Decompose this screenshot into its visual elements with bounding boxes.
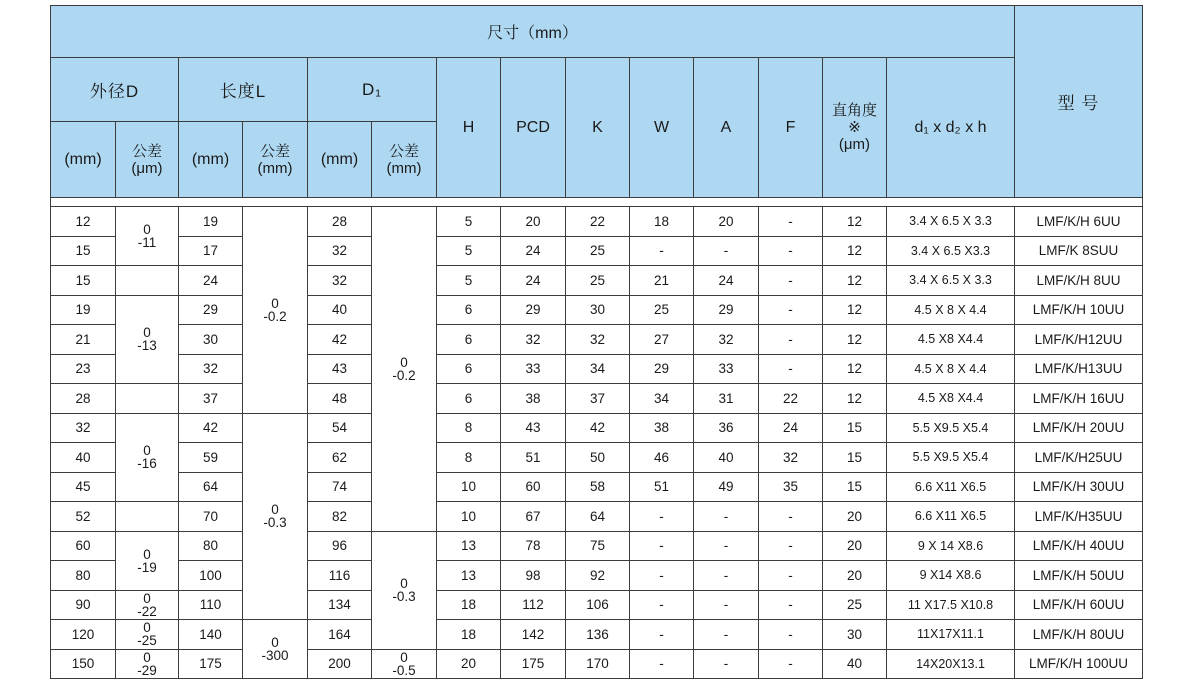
perp-unit: (μm) [838, 136, 871, 153]
perp-mark: ※ [848, 119, 861, 136]
k-cell: 30 [566, 295, 630, 325]
a-cell: - [694, 590, 759, 620]
length-cell: 59 [179, 443, 243, 473]
k-header: K [566, 58, 630, 198]
d1-header: D₁ [308, 58, 437, 122]
tol-upper: 0 [143, 546, 151, 562]
d-tolerance-cell [116, 502, 179, 532]
hole-dims-cell: 5.5 X9.5 X5.4 [887, 443, 1015, 473]
pcd-cell: 20 [501, 207, 566, 237]
perpendicularity-cell: 12 [823, 354, 887, 384]
a-cell: - [694, 236, 759, 266]
a-cell: - [694, 531, 759, 561]
f-cell: - [759, 354, 823, 384]
w-cell: 18 [630, 207, 694, 237]
h-cell: 13 [437, 531, 501, 561]
tol-upper: 0 [143, 620, 151, 636]
model-cell: LMF/K/H 80UU [1015, 620, 1143, 650]
length-cell: 80 [179, 531, 243, 561]
tol-unit: (mm) [386, 159, 422, 177]
model-cell: LMF/K/H 10UU [1015, 295, 1143, 325]
perpendicularity-cell: 20 [823, 561, 887, 591]
pcd-cell: 29 [501, 295, 566, 325]
length-cell: 64 [179, 472, 243, 502]
k-cell: 34 [566, 354, 630, 384]
length-cell: 32 [179, 354, 243, 384]
d1-cell: 32 [308, 236, 372, 266]
hole-dims-cell: 6.6 X11 X6.5 [887, 472, 1015, 502]
h-cell: 18 [437, 590, 501, 620]
w-cell: - [630, 620, 694, 650]
size-header: 尺寸（mm） [51, 6, 1015, 58]
k-cell: 58 [566, 472, 630, 502]
outer-diameter-cell: 15 [51, 236, 116, 266]
hole-dims-cell: 14X20X13.1 [887, 649, 1015, 679]
d-tolerance-cell [116, 384, 179, 414]
k-cell: 50 [566, 443, 630, 473]
table-row [51, 620, 1143, 650]
d-tolerance-cell [116, 649, 179, 679]
model-cell: LMF/K 8SUU [1015, 236, 1143, 266]
tol-upper: 0 [143, 325, 151, 341]
tol-unit: (mm) [257, 159, 293, 177]
h-cell: 8 [437, 443, 501, 473]
perpendicularity-cell: 12 [823, 236, 887, 266]
d1-tolerance-cell [372, 649, 437, 679]
perpendicularity-cell: 15 [823, 472, 887, 502]
h-cell: 18 [437, 620, 501, 650]
length-cell: 17 [179, 236, 243, 266]
pcd-cell: 38 [501, 384, 566, 414]
perpendicularity-cell: 12 [823, 384, 887, 414]
tol-lower: -29 [137, 662, 157, 678]
tol-upper: 0 [400, 649, 408, 665]
perpendicularity-cell: 20 [823, 531, 887, 561]
tol-label: 公差 [388, 142, 419, 160]
f-cell: - [759, 295, 823, 325]
model-cell: LMF/K/H12UU [1015, 325, 1143, 355]
d-tolerance-cell [116, 590, 179, 620]
pcd-cell: 112 [501, 590, 566, 620]
model-cell: LMF/K/H 8UU [1015, 266, 1143, 296]
pcd-cell: 175 [501, 649, 566, 679]
tol-lower: -0.3 [392, 589, 416, 604]
d1-cell: 43 [308, 354, 372, 384]
hole-dims-header: d₁ x d₂ x h [887, 58, 1015, 198]
tol-lower: -0.2 [392, 367, 416, 383]
tol-lower: -0.3 [263, 515, 287, 531]
d1-cell: 28 [308, 207, 372, 237]
w-cell: - [630, 236, 694, 266]
outer-diameter-cell: 60 [51, 531, 116, 561]
perpendicularity-cell: 15 [823, 413, 887, 443]
table-row [51, 649, 1143, 679]
l-mm-header: (mm) [179, 122, 243, 198]
f-header: F [759, 58, 823, 198]
k-cell: 170 [566, 649, 630, 679]
h-cell: 6 [437, 325, 501, 355]
h-cell: 6 [437, 384, 501, 414]
l-tolerance-cell [243, 620, 308, 679]
model-cell: LMF/K/H 6UU [1015, 207, 1143, 237]
tol-upper: 0 [143, 590, 151, 606]
table-body [51, 198, 1143, 679]
perpendicularity-header [823, 58, 887, 198]
d1-mm-header: (mm) [308, 122, 372, 198]
tol-lower: -0.2 [263, 308, 287, 324]
perpendicularity-cell: 15 [823, 443, 887, 473]
w-cell: 38 [630, 413, 694, 443]
d1-tol-header [372, 122, 437, 198]
k-cell: 22 [566, 207, 630, 237]
pcd-cell: 32 [501, 325, 566, 355]
w-cell: 46 [630, 443, 694, 473]
f-cell: - [759, 266, 823, 296]
hole-dims-cell: 9 X14 X8.6 [887, 561, 1015, 591]
pcd-cell: 78 [501, 531, 566, 561]
d1-cell: 96 [308, 531, 372, 561]
k-cell: 136 [566, 620, 630, 650]
d1-cell: 48 [308, 384, 372, 414]
a-cell: 33 [694, 354, 759, 384]
k-cell: 92 [566, 561, 630, 591]
length-cell: 19 [179, 207, 243, 237]
model-cell: LMF/K/H 50UU [1015, 561, 1143, 591]
hole-dims-cell: 9 X 14 X8.6 [887, 531, 1015, 561]
pcd-cell: 67 [501, 502, 566, 532]
k-cell: 64 [566, 502, 630, 532]
model-cell: LMF/K/H 100UU [1015, 649, 1143, 679]
tol-lower: -0.5 [392, 662, 416, 678]
tol-upper: 0 [271, 502, 279, 518]
w-cell: 21 [630, 266, 694, 296]
d-tolerance-cell [116, 413, 179, 502]
outer-diameter-cell: 19 [51, 295, 116, 325]
table-row [51, 236, 1143, 266]
length-cell: 29 [179, 295, 243, 325]
tol-lower: -19 [137, 559, 157, 575]
model-cell: LMF/K/H 16UU [1015, 384, 1143, 414]
a-cell: 40 [694, 443, 759, 473]
perpendicularity-cell: 12 [823, 266, 887, 296]
pcd-cell: 33 [501, 354, 566, 384]
model-cell: LMF/K/H 30UU [1015, 472, 1143, 502]
d1-cell: 82 [308, 502, 372, 532]
d1-tolerance-cell [372, 207, 437, 532]
tol-upper: 0 [271, 635, 279, 650]
k-cell: 42 [566, 413, 630, 443]
a-cell: - [694, 649, 759, 679]
h-cell: 6 [437, 354, 501, 384]
k-cell: 32 [566, 325, 630, 355]
f-cell: - [759, 325, 823, 355]
length-cell: 37 [179, 384, 243, 414]
w-cell: - [630, 561, 694, 591]
a-cell: 49 [694, 472, 759, 502]
a-cell: 20 [694, 207, 759, 237]
outer-diameter-cell: 45 [51, 472, 116, 502]
spec-table [50, 5, 1143, 679]
hole-dims-cell: 4.5 X8 X4.4 [887, 384, 1015, 414]
model-cell: LMF/K/H 40UU [1015, 531, 1143, 561]
a-header: A [694, 58, 759, 198]
tol-lower: -11 [137, 235, 157, 250]
d-tolerance-cell [116, 295, 179, 384]
f-cell: - [759, 561, 823, 591]
table-row [51, 443, 1143, 473]
f-cell: - [759, 620, 823, 650]
d-tolerance-cell [116, 531, 179, 590]
d1-cell: 42 [308, 325, 372, 355]
f-cell: 35 [759, 472, 823, 502]
tol-label: 公差 [259, 142, 290, 160]
perpendicularity-cell: 20 [823, 502, 887, 532]
a-cell: 36 [694, 413, 759, 443]
f-cell: - [759, 590, 823, 620]
model-cell: LMF/K/H 60UU [1015, 590, 1143, 620]
tol-lower: -25 [137, 633, 157, 649]
perpendicularity-cell: 30 [823, 620, 887, 650]
d1-cell: 116 [308, 561, 372, 591]
outer-diameter-cell: 40 [51, 443, 116, 473]
k-cell: 106 [566, 590, 630, 620]
hole-dims-cell: 11 X17.5 X10.8 [887, 590, 1015, 620]
f-cell: - [759, 502, 823, 532]
h-header: H [437, 58, 501, 198]
tol-unit: (μm) [131, 159, 163, 177]
length-header: 长度L [179, 58, 308, 122]
l-tolerance-cell [243, 207, 308, 414]
pcd-cell: 60 [501, 472, 566, 502]
model-cell: LMF/K/H 20UU [1015, 413, 1143, 443]
model-cell: LMF/K/H13UU [1015, 354, 1143, 384]
outer-diameter-cell: 150 [51, 649, 116, 679]
outer-diameter-cell: 23 [51, 354, 116, 384]
length-cell: 100 [179, 561, 243, 591]
length-cell: 30 [179, 325, 243, 355]
f-cell: 24 [759, 413, 823, 443]
outer-diameter-cell: 90 [51, 590, 116, 620]
k-cell: 37 [566, 384, 630, 414]
d1-cell: 40 [308, 295, 372, 325]
d-tolerance-cell [116, 266, 179, 296]
perpendicularity-cell: 40 [823, 649, 887, 679]
tol-lower: -22 [137, 603, 157, 619]
outer-diameter-cell: 120 [51, 620, 116, 650]
length-cell: 140 [179, 620, 243, 650]
pcd-cell: 51 [501, 443, 566, 473]
w-cell: 25 [630, 295, 694, 325]
outer-diameter-header: 外径D [51, 58, 179, 122]
hole-dims-cell: 5.5 X9.5 X5.4 [887, 413, 1015, 443]
h-cell: 5 [437, 236, 501, 266]
h-cell: 5 [437, 207, 501, 237]
d1-cell: 32 [308, 266, 372, 296]
pcd-cell: 142 [501, 620, 566, 650]
d1-cell: 74 [308, 472, 372, 502]
a-cell: 29 [694, 295, 759, 325]
f-cell: - [759, 649, 823, 679]
a-cell: - [694, 502, 759, 532]
k-cell: 25 [566, 266, 630, 296]
a-cell: - [694, 620, 759, 650]
w-cell: - [630, 531, 694, 561]
k-cell: 25 [566, 236, 630, 266]
length-cell: 42 [179, 413, 243, 443]
tol-label: 公差 [131, 142, 162, 160]
table-row [51, 354, 1143, 384]
a-cell: 24 [694, 266, 759, 296]
hole-dims-cell: 3.4 X 6.5 X3.3 [887, 236, 1015, 266]
table-row [51, 531, 1143, 561]
hole-dims-cell: 6.6 X11 X6.5 [887, 502, 1015, 532]
h-cell: 10 [437, 502, 501, 532]
outer-diameter-cell: 80 [51, 561, 116, 591]
outer-diameter-cell: 15 [51, 266, 116, 296]
tol-upper: 0 [271, 295, 279, 311]
h-cell: 10 [437, 472, 501, 502]
table-row [51, 295, 1143, 325]
hole-dims-cell: 3.4 X 6.5 X 3.3 [887, 207, 1015, 237]
tol-upper: 0 [400, 354, 408, 370]
length-cell: 110 [179, 590, 243, 620]
tol-lower: -13 [137, 338, 157, 354]
a-cell: - [694, 561, 759, 591]
outer-diameter-cell: 52 [51, 502, 116, 532]
table-row [51, 384, 1143, 414]
d1-cell: 200 [308, 649, 372, 679]
tol-upper: 0 [400, 576, 408, 591]
h-cell: 6 [437, 295, 501, 325]
perp-label: 直角度 [831, 102, 877, 119]
table-row [51, 502, 1143, 532]
table-row [51, 590, 1143, 620]
tol-upper: 0 [143, 222, 151, 237]
perpendicularity-cell: 12 [823, 207, 887, 237]
d1-tolerance-cell [372, 531, 437, 649]
w-header: W [630, 58, 694, 198]
tol-lower: -16 [137, 456, 157, 472]
length-cell: 24 [179, 266, 243, 296]
h-cell: 5 [437, 266, 501, 296]
w-cell: 27 [630, 325, 694, 355]
table-row [51, 413, 1143, 443]
length-cell: 175 [179, 649, 243, 679]
tol-lower: -300 [261, 648, 289, 663]
tol-upper: 0 [143, 443, 151, 459]
w-cell: - [630, 649, 694, 679]
a-cell: 31 [694, 384, 759, 414]
h-cell: 20 [437, 649, 501, 679]
d1-cell: 54 [308, 413, 372, 443]
d1-cell: 62 [308, 443, 372, 473]
pcd-cell: 24 [501, 236, 566, 266]
d-tolerance-cell [116, 207, 179, 266]
length-cell: 70 [179, 502, 243, 532]
w-cell: 29 [630, 354, 694, 384]
w-cell: 34 [630, 384, 694, 414]
hole-dims-cell: 4.5 X 8 X 4.4 [887, 354, 1015, 384]
f-cell: 22 [759, 384, 823, 414]
d-mm-header: (mm) [51, 122, 116, 198]
d-tolerance-cell [116, 620, 179, 650]
w-cell: 51 [630, 472, 694, 502]
f-cell: - [759, 531, 823, 561]
h-cell: 8 [437, 413, 501, 443]
table-row [51, 266, 1143, 296]
k-cell: 75 [566, 531, 630, 561]
table-row [51, 207, 1143, 237]
f-cell: - [759, 207, 823, 237]
perpendicularity-cell: 12 [823, 295, 887, 325]
pcd-header: PCD [501, 58, 566, 198]
hole-dims-cell: 11X17X11.1 [887, 620, 1015, 650]
hole-dims-cell: 4.5 X 8 X 4.4 [887, 295, 1015, 325]
perpendicularity-cell: 25 [823, 590, 887, 620]
model-cell: LMF/K/H25UU [1015, 443, 1143, 473]
table-row [51, 325, 1143, 355]
outer-diameter-cell: 12 [51, 207, 116, 237]
f-cell: 32 [759, 443, 823, 473]
pcd-cell: 43 [501, 413, 566, 443]
h-cell: 13 [437, 561, 501, 591]
table-row [51, 561, 1143, 591]
tol-upper: 0 [143, 649, 151, 665]
f-cell: - [759, 236, 823, 266]
pcd-cell: 24 [501, 266, 566, 296]
w-cell: - [630, 502, 694, 532]
hole-dims-cell: 3.4 X 6.5 X 3.3 [887, 266, 1015, 296]
d-tol-header [116, 122, 179, 198]
outer-diameter-cell: 32 [51, 413, 116, 443]
d1-cell: 164 [308, 620, 372, 650]
perpendicularity-cell: 12 [823, 325, 887, 355]
l-tol-header [243, 122, 308, 198]
l-tolerance-cell [243, 413, 308, 620]
model-header: 型 号 [1015, 6, 1143, 198]
outer-diameter-cell: 21 [51, 325, 116, 355]
hole-dims-cell: 4.5 X8 X4.4 [887, 325, 1015, 355]
a-cell: 32 [694, 325, 759, 355]
d1-cell: 134 [308, 590, 372, 620]
outer-diameter-cell: 28 [51, 384, 116, 414]
pcd-cell: 98 [501, 561, 566, 591]
table-row [51, 472, 1143, 502]
w-cell: - [630, 590, 694, 620]
model-cell: LMF/K/H35UU [1015, 502, 1143, 532]
